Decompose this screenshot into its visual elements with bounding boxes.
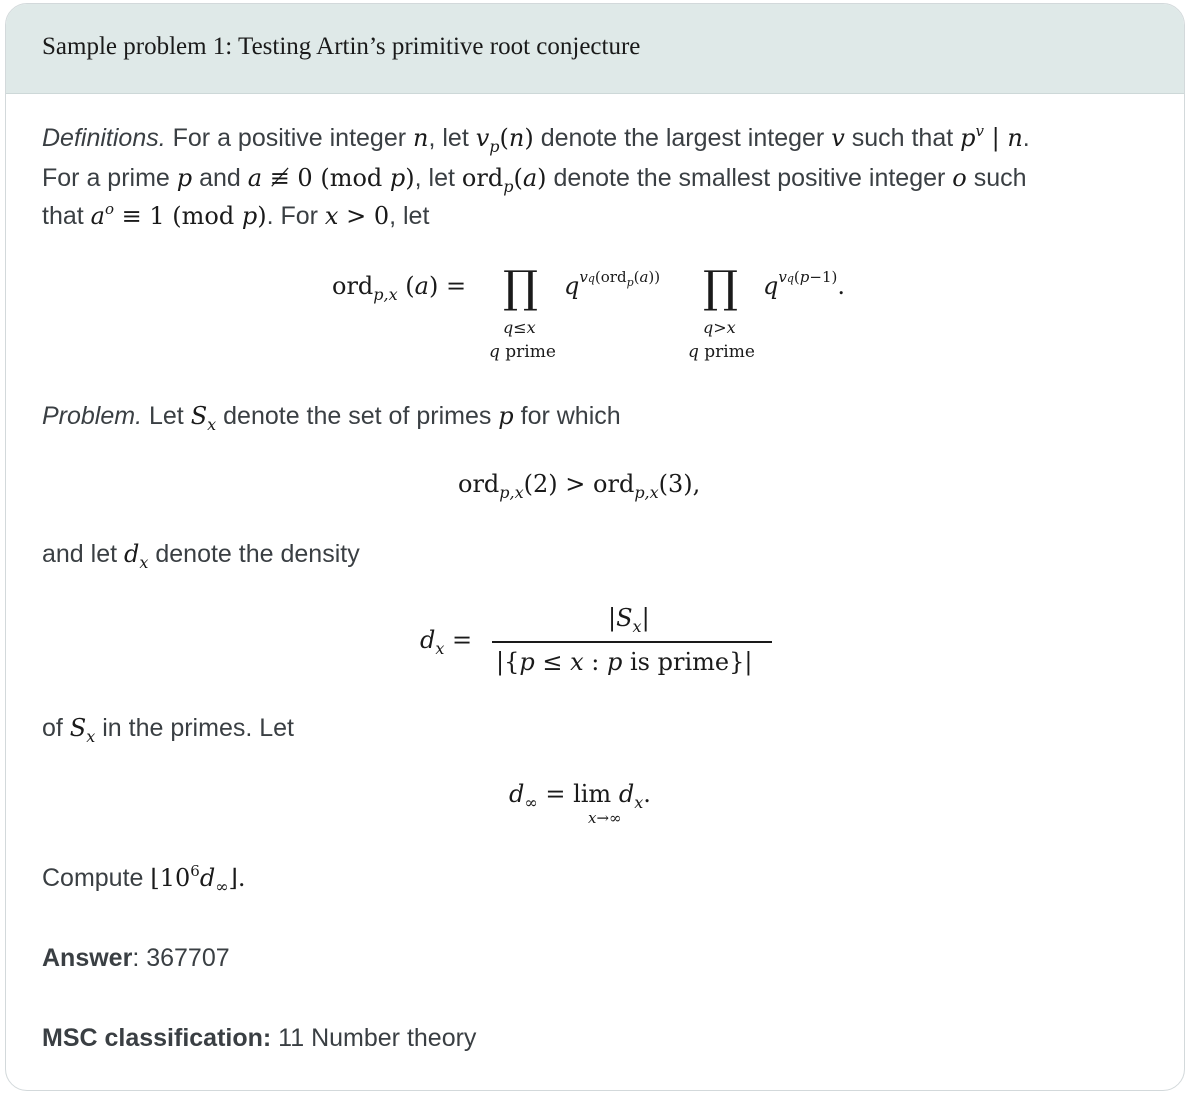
answer-line [42, 944, 230, 973]
definitions-label: Definitions. [42, 124, 166, 152]
problem-label: Problem. [42, 402, 143, 430]
definitions-line-2: For a prime p and a ≢ 0 (mod p), let ord$_p$(a) denote the smallest positive integer o such [42, 164, 1027, 196]
product-symbol-2: ∏ [703, 262, 739, 313]
answer-value: : 367707 [132, 944, 230, 972]
card-title: Sample problem 1: Testing Artin’s primitive root conjecture [42, 33, 641, 60]
density-line: and let $d_x$ denote the density [42, 540, 360, 572]
definitions-line-1: Definitions. For a positive integer n, let $v_p(n)$ denote the largest integer v such that $p^v$ | n. [42, 122, 1030, 156]
msc-line [42, 1024, 476, 1053]
compute-line: Compute $⌊10^6d_\infty⌋$. [42, 862, 246, 896]
card-header [6, 4, 1184, 94]
fraction-denominator: |{p ≤ x : p is prime}| [496, 648, 753, 676]
definitions-line-3: that $a^o \equiv 1$ (mod p). For x > 0, let [42, 200, 430, 230]
of-sx-line: of $S_x$ in the primes. Let [42, 714, 294, 746]
product-symbol-1: ∏ [503, 262, 539, 313]
problem-card: Sample problem 1: Testing Artin’s primitive root conjecture Definitions. For a positive integer n, let $v_p(n)$ denote the largest integer v such that $p^v$ | n. For a prime p and a ≢ 0 (mod p), let ord$_p$(a) denote the smallest positive integer o such that $a^o \equiv 1$ (mod p). For x > 0, let ord$_{p,x}$ (a) = ∏ qvq(ord$^p$(a)) q≤x q prime ∏ qvq(p−1). q>x q prime Problem. Let $S_x$ denote the set of primes p for which ord$_{p,x}$(2) > ord$_{p,x}$(3), and let $d_x$ denote the density $d_x$ = $|S_x|$ |{p ≤ x : p is prime}| of $S_x$ in the primes. Let $d_\infty = \lim d_x$. x→∞ Compute $⌊10^6d_\infty⌋$. Answer: 367707 MSC classification: 11 Number theory [5, 3, 1185, 1091]
fraction-bar [492, 641, 772, 643]
msc-label: MSC classification: [42, 1024, 272, 1052]
answer-label: Answer [42, 944, 133, 972]
fraction-numerator: $|S_x|$ [608, 604, 650, 636]
msc-value: 11 Number theory [271, 1024, 477, 1052]
problem-line: Problem. Let $S_x$ denote the set of primes p for which [42, 402, 621, 434]
comparison-formula: ord$_{p,x}$(2) > ord$_{p,x}$(3), [458, 470, 701, 502]
